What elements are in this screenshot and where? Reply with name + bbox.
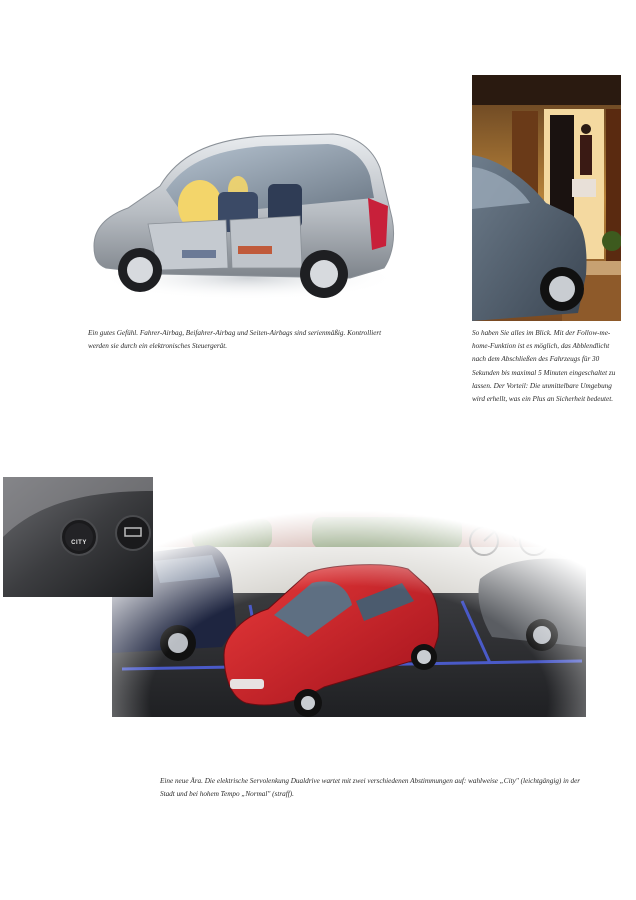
follow-me-home-photo (472, 75, 621, 321)
city-button-inset-photo (3, 477, 153, 597)
airbag-car-photo (88, 128, 398, 306)
parking-scene-photo (112, 497, 586, 767)
caption-follow-me-home: So haben Sie alles im Blick. Mit der Follow-me-home-Funktion ist es möglich, das Abblendlicht nach dem Abschließen des Fahrzeugs für 30 Sekunden bis maximal 5 Minuten eingeschaltet zu lassen. Der Vorteil: Die unmittelbare Umgebung wird erhellt, was ein Plus an Sicherheit bedeutet. (472, 329, 616, 404)
caption-airbags: Ein gutes Gefühl. Fahrer-Airbag, Beifahrer-Airbag und Seiten-Airbags sind serienmäßig. Kontrolliert werden sie durch ein elektronisches Steuergerät. (88, 329, 382, 351)
city-button-label: CITY (71, 540, 87, 546)
caption-dualdrive: Eine neue Ära. Die elektrische Servolenkung Dualdrive wartet mit zwei verschiedenen Abstimmungen auf: wahlweise „City" (leichtgängig) in der Stadt und bei hohem Tempo „Normal" (straff). (160, 777, 581, 799)
